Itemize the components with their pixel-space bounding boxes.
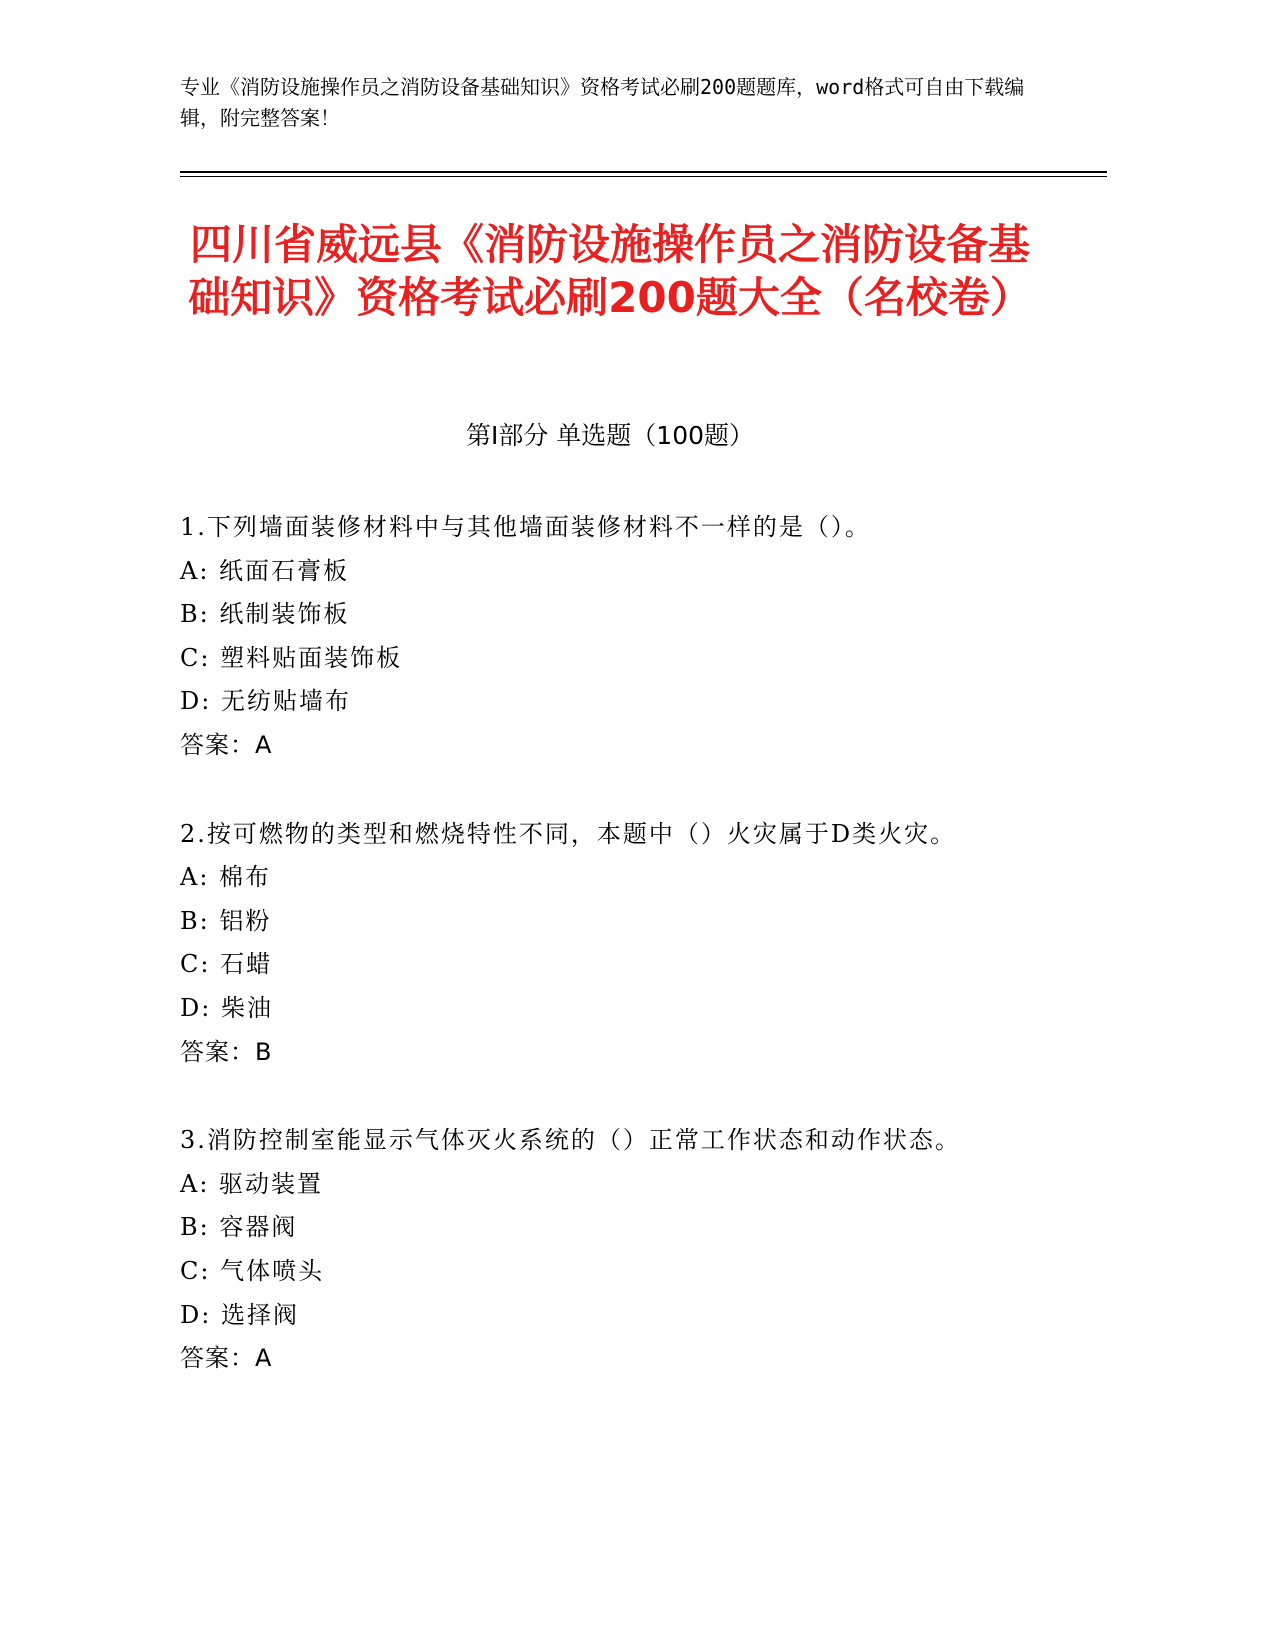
option-c: C: 石蜡	[180, 950, 273, 979]
option-b: B: 纸制装饰板	[180, 600, 350, 629]
option-d: D: 柴油	[180, 993, 273, 1022]
option-c: C: 气体喷头	[180, 1256, 325, 1285]
question-stem: 3.消防控制室能显示气体灭火系统的（）正常工作状态和动作状态。	[180, 1126, 961, 1155]
header-divider-thick	[180, 171, 1107, 173]
option-a: A: 棉布	[180, 863, 272, 892]
header-note: 专业《消防设施操作员之消防设备基础知识》资格考试必刷200题题库，word格式可自由下载编辑，附完整答案！	[180, 75, 1025, 130]
answer-line: 答案：B	[180, 1037, 273, 1066]
option-d: D: 选择阀	[180, 1300, 299, 1329]
option-d: D: 无纺贴墙布	[180, 687, 351, 716]
header-divider-thin	[180, 176, 1107, 177]
question-stem: 2.按可燃物的类型和燃烧特性不同，本题中（）火灾属于D类火灾。	[180, 819, 957, 848]
section-title: 第I部分 单选题（100题）	[465, 421, 755, 450]
answer-line: 答案：A	[180, 730, 273, 759]
option-a: A: 驱动装置	[180, 1169, 324, 1198]
question-stem: 1.下列墙面装修材料中与其他墙面装修材料不一样的是（）。	[180, 513, 871, 541]
question-1	[180, 506, 1107, 768]
option-b: B: 容器阀	[180, 1213, 298, 1242]
option-c: C: 塑料贴面装饰板	[180, 643, 403, 672]
question-2	[180, 813, 1107, 1075]
question-list	[180, 506, 1107, 1426]
answer-line: 答案：A	[180, 1344, 273, 1373]
document-title: 四川省威远县《消防设施操作员之消防设备基础知识》资格考试必刷200题大全（名校卷）	[188, 220, 1032, 322]
question-3	[180, 1119, 1107, 1381]
option-b: B: 铝粉	[180, 906, 272, 935]
option-a: A: 纸面石膏板	[180, 556, 350, 585]
